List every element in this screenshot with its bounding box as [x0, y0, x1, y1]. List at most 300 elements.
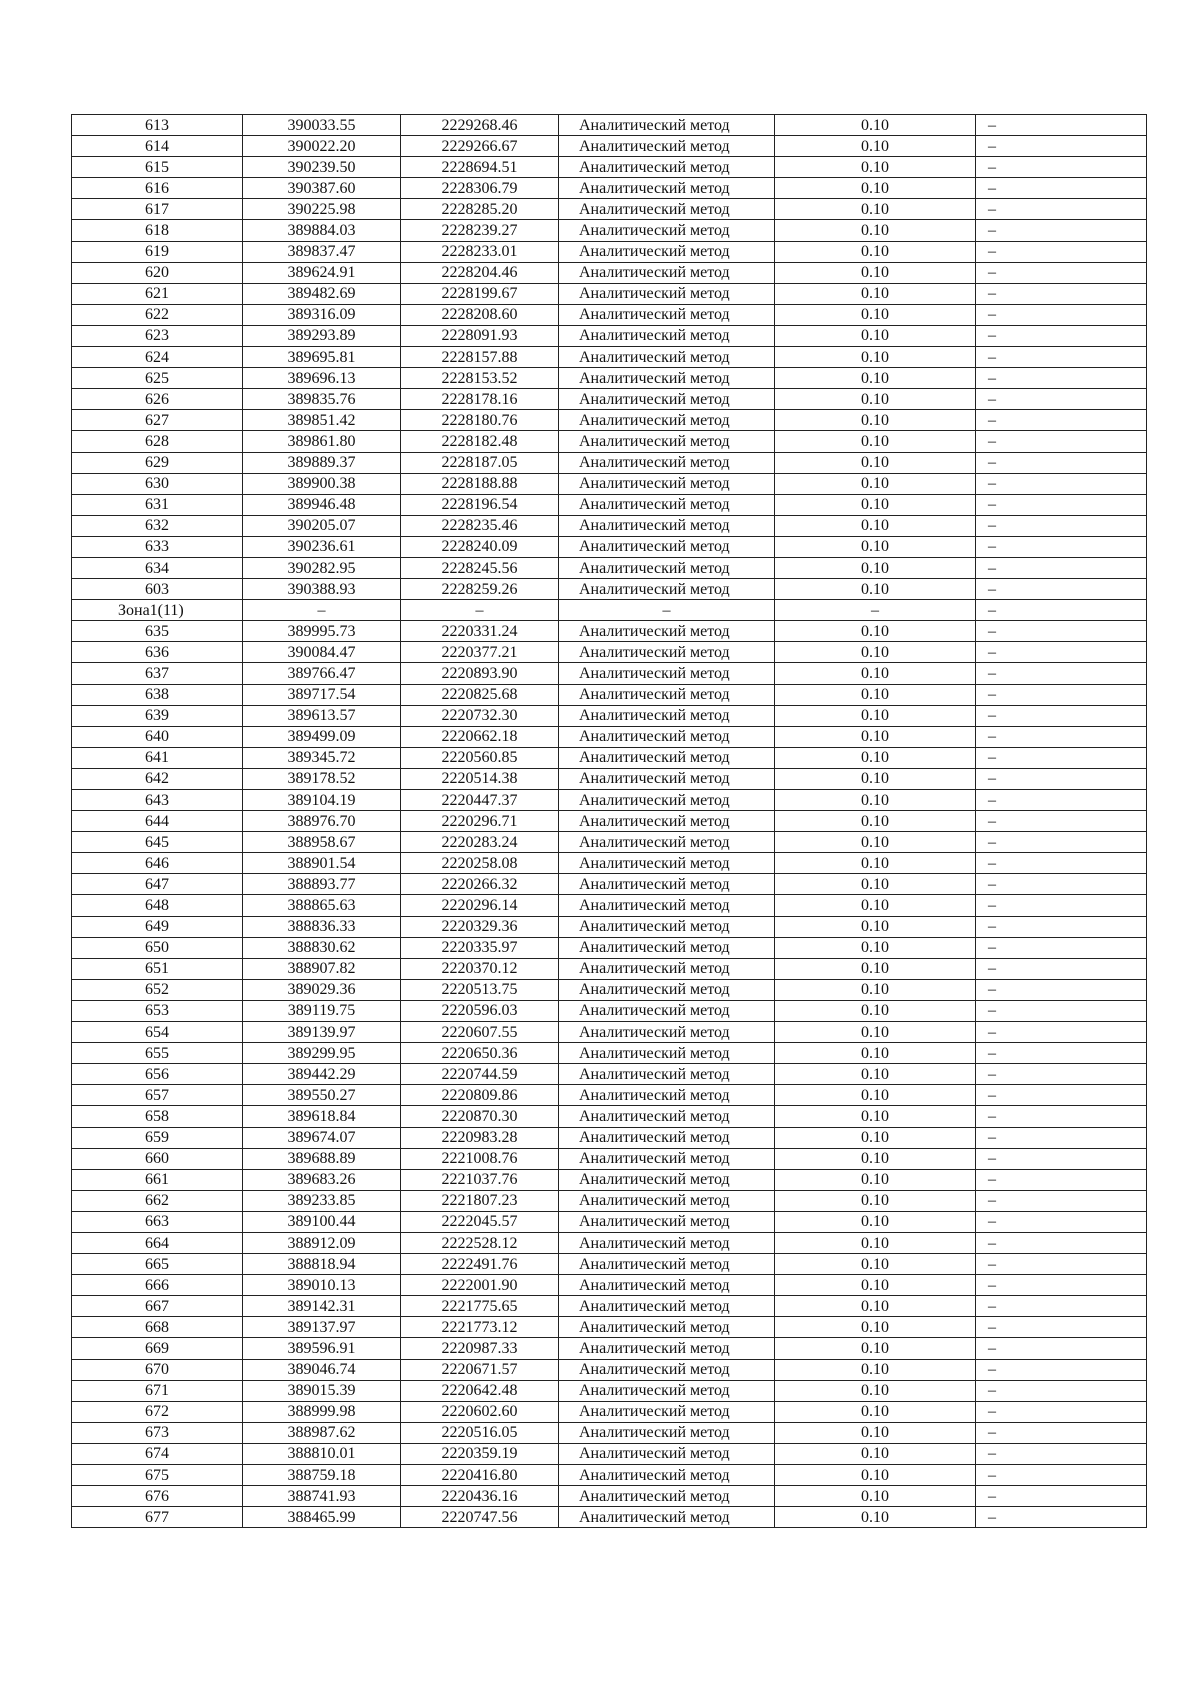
coord-y-cell: 2221773.12: [401, 1317, 559, 1338]
accuracy-cell: 0.10: [775, 1338, 976, 1359]
table-row: [72, 1000, 1147, 1021]
point-number-cell: 658: [72, 1106, 243, 1127]
table-row: [72, 157, 1147, 178]
table-row: [72, 1064, 1147, 1085]
coord-y-cell: 2220513.75: [401, 979, 559, 1000]
point-number-cell: 639: [72, 705, 243, 726]
accuracy-cell: 0.10: [775, 347, 976, 368]
accuracy-cell: 0.10: [775, 1486, 976, 1507]
note-cell: –: [976, 1106, 1147, 1127]
note-cell: –: [976, 916, 1147, 937]
coord-y-cell: 2220732.30: [401, 705, 559, 726]
point-number-cell: 665: [72, 1254, 243, 1275]
point-number-cell: 632: [72, 515, 243, 536]
note-cell: –: [976, 283, 1147, 304]
coord-y-cell: 2222045.57: [401, 1211, 559, 1232]
table-row: [72, 1190, 1147, 1211]
table-row: [72, 705, 1147, 726]
coord-y-cell: 2228204.46: [401, 262, 559, 283]
note-cell: –: [976, 515, 1147, 536]
point-number-cell: 675: [72, 1465, 243, 1486]
note-cell: –: [976, 747, 1147, 768]
method-cell: Аналитический метод: [559, 811, 775, 832]
accuracy-cell: 0.10: [775, 536, 976, 557]
note-cell: –: [976, 347, 1147, 368]
accuracy-cell: 0.10: [775, 621, 976, 642]
coord-y-cell: 2220560.85: [401, 747, 559, 768]
method-cell: Аналитический метод: [559, 1022, 775, 1043]
method-cell: Аналитический метод: [559, 1296, 775, 1317]
table-row: [72, 557, 1147, 578]
method-cell: Аналитический метод: [559, 958, 775, 979]
accuracy-cell: 0.10: [775, 431, 976, 452]
note-cell: –: [976, 1190, 1147, 1211]
table-row: [72, 747, 1147, 768]
note-cell: –: [976, 536, 1147, 557]
method-cell: Аналитический метод: [559, 663, 775, 684]
accuracy-cell: 0.10: [775, 937, 976, 958]
note-cell: –: [976, 1380, 1147, 1401]
coord-y-cell: 2229266.67: [401, 136, 559, 157]
method-cell: Аналитический метод: [559, 853, 775, 874]
coord-y-cell: 2228235.46: [401, 515, 559, 536]
coord-x-cell: 389695.81: [243, 347, 401, 368]
point-number-cell: 670: [72, 1359, 243, 1380]
point-number-cell: 641: [72, 747, 243, 768]
coord-x-cell: 389674.07: [243, 1127, 401, 1148]
coord-y-cell: 2228240.09: [401, 536, 559, 557]
accuracy-cell: 0.10: [775, 1422, 976, 1443]
method-cell: Аналитический метод: [559, 621, 775, 642]
coord-y-cell: 2228233.01: [401, 241, 559, 262]
method-cell: Аналитический метод: [559, 916, 775, 937]
table-row: [72, 958, 1147, 979]
coord-x-cell: 389293.89: [243, 325, 401, 346]
table-row: [72, 1465, 1147, 1486]
coord-y-cell: 2220514.38: [401, 768, 559, 789]
coord-x-cell: 389119.75: [243, 1000, 401, 1021]
coord-x-cell: 389299.95: [243, 1043, 401, 1064]
accuracy-cell: 0.10: [775, 1275, 976, 1296]
method-cell: Аналитический метод: [559, 768, 775, 789]
table-row: [72, 768, 1147, 789]
accuracy-cell: 0.10: [775, 853, 976, 874]
point-number-cell: 622: [72, 304, 243, 325]
coord-y-cell: 2220983.28: [401, 1127, 559, 1148]
point-number-cell: 666: [72, 1275, 243, 1296]
point-number-cell: 654: [72, 1022, 243, 1043]
note-cell: –: [976, 199, 1147, 220]
coord-y-cell: 2228694.51: [401, 157, 559, 178]
note-cell: –: [976, 663, 1147, 684]
point-number-cell: 627: [72, 410, 243, 431]
note-cell: –: [976, 1443, 1147, 1464]
coord-x-cell: 388865.63: [243, 895, 401, 916]
coord-x-cell: 389884.03: [243, 220, 401, 241]
coord-x-cell: 389550.27: [243, 1085, 401, 1106]
coord-x-cell: 389316.09: [243, 304, 401, 325]
coord-y-cell: 2228208.60: [401, 304, 559, 325]
point-number-cell: 661: [72, 1169, 243, 1190]
accuracy-cell: 0.10: [775, 557, 976, 578]
accuracy-cell: 0.10: [775, 958, 976, 979]
point-number-cell: 636: [72, 642, 243, 663]
table-row: [72, 536, 1147, 557]
coord-x-cell: 389766.47: [243, 663, 401, 684]
accuracy-cell: 0.10: [775, 811, 976, 832]
note-cell: –: [976, 1507, 1147, 1528]
coord-y-cell: 2228157.88: [401, 347, 559, 368]
coord-y-cell: 2220258.08: [401, 853, 559, 874]
coord-y-cell: 2228196.54: [401, 494, 559, 515]
note-cell: –: [976, 389, 1147, 410]
coord-y-cell: 2220296.71: [401, 811, 559, 832]
coord-x-cell: 390033.55: [243, 115, 401, 136]
coord-x-cell: 390225.98: [243, 199, 401, 220]
method-cell: Аналитический метод: [559, 1422, 775, 1443]
table-row: [72, 1359, 1147, 1380]
method-cell: Аналитический метод: [559, 937, 775, 958]
method-cell: Аналитический метод: [559, 136, 775, 157]
method-cell: Аналитический метод: [559, 1232, 775, 1253]
coord-x-cell: 390205.07: [243, 515, 401, 536]
accuracy-cell: 0.10: [775, 1064, 976, 1085]
note-cell: –: [976, 410, 1147, 431]
point-number-cell: 635: [72, 621, 243, 642]
coord-x-cell: 389688.89: [243, 1148, 401, 1169]
table-row: [72, 1486, 1147, 1507]
coord-x-cell: 389889.37: [243, 452, 401, 473]
table-row: [72, 1043, 1147, 1064]
point-number-cell: 640: [72, 726, 243, 747]
point-number-cell: 638: [72, 684, 243, 705]
point-number-cell: 614: [72, 136, 243, 157]
point-number-cell: 650: [72, 937, 243, 958]
coord-x-cell: 388759.18: [243, 1465, 401, 1486]
coord-y-cell: 2222001.90: [401, 1275, 559, 1296]
method-cell: –: [559, 600, 775, 621]
coord-x-cell: 389100.44: [243, 1211, 401, 1232]
coord-x-cell: 389995.73: [243, 621, 401, 642]
coord-y-cell: 2220809.86: [401, 1085, 559, 1106]
coord-x-cell: 389835.76: [243, 389, 401, 410]
table-row: [72, 452, 1147, 473]
coord-y-cell: 2220825.68: [401, 684, 559, 705]
table-row: [72, 241, 1147, 262]
method-cell: Аналитический метод: [559, 1085, 775, 1106]
method-cell: Аналитический метод: [559, 895, 775, 916]
note-cell: –: [976, 579, 1147, 600]
table-row: [72, 726, 1147, 747]
coord-x-cell: 389946.48: [243, 494, 401, 515]
table-row: [72, 621, 1147, 642]
note-cell: –: [976, 1296, 1147, 1317]
method-cell: Аналитический метод: [559, 220, 775, 241]
table-row: [72, 178, 1147, 199]
coord-y-cell: 2220642.48: [401, 1380, 559, 1401]
table-row: [72, 1422, 1147, 1443]
coord-y-cell: 2220370.12: [401, 958, 559, 979]
coord-y-cell: 2220377.21: [401, 642, 559, 663]
point-number-cell: 626: [72, 389, 243, 410]
method-cell: Аналитический метод: [559, 1148, 775, 1169]
note-cell: –: [976, 1085, 1147, 1106]
accuracy-cell: 0.10: [775, 726, 976, 747]
point-number-cell: 616: [72, 178, 243, 199]
coord-y-cell: –: [401, 600, 559, 621]
method-cell: Аналитический метод: [559, 1211, 775, 1232]
table-row: [72, 811, 1147, 832]
coord-x-cell: 389618.84: [243, 1106, 401, 1127]
point-number-cell: 620: [72, 262, 243, 283]
point-number-cell: 615: [72, 157, 243, 178]
coord-y-cell: 2220747.56: [401, 1507, 559, 1528]
method-cell: Аналитический метод: [559, 1465, 775, 1486]
accuracy-cell: 0.10: [775, 199, 976, 220]
coord-x-cell: 388907.82: [243, 958, 401, 979]
coord-x-cell: 388836.33: [243, 916, 401, 937]
accuracy-cell: 0.10: [775, 747, 976, 768]
table-row: [72, 262, 1147, 283]
coord-x-cell: 389499.09: [243, 726, 401, 747]
method-cell: Аналитический метод: [559, 1064, 775, 1085]
coord-y-cell: 2220359.19: [401, 1443, 559, 1464]
method-cell: Аналитический метод: [559, 1338, 775, 1359]
table-row: [72, 283, 1147, 304]
point-number-cell: 663: [72, 1211, 243, 1232]
note-cell: –: [976, 136, 1147, 157]
table-row: [72, 494, 1147, 515]
coord-y-cell: 2220296.14: [401, 895, 559, 916]
table-row: [72, 642, 1147, 663]
point-number-cell: 671: [72, 1380, 243, 1401]
table-row: [72, 410, 1147, 431]
coord-y-cell: 2228239.27: [401, 220, 559, 241]
note-cell: –: [976, 241, 1147, 262]
coord-y-cell: 2221775.65: [401, 1296, 559, 1317]
point-number-cell: 643: [72, 790, 243, 811]
note-cell: –: [976, 1232, 1147, 1253]
coord-y-cell: 2228091.93: [401, 325, 559, 346]
accuracy-cell: 0.10: [775, 157, 976, 178]
note-cell: –: [976, 1486, 1147, 1507]
table-row: [72, 115, 1147, 136]
point-number-cell: 647: [72, 874, 243, 895]
point-number-cell: 648: [72, 895, 243, 916]
point-number-cell: 637: [72, 663, 243, 684]
coord-x-cell: 389015.39: [243, 1380, 401, 1401]
accuracy-cell: 0.10: [775, 1190, 976, 1211]
accuracy-cell: 0.10: [775, 304, 976, 325]
method-cell: Аналитический метод: [559, 178, 775, 199]
point-number-cell: 634: [72, 557, 243, 578]
coord-x-cell: –: [243, 600, 401, 621]
table-row: [72, 1085, 1147, 1106]
table-row: [72, 684, 1147, 705]
coord-y-cell: 2228285.20: [401, 199, 559, 220]
method-cell: Аналитический метод: [559, 283, 775, 304]
accuracy-cell: 0.10: [775, 663, 976, 684]
method-cell: Аналитический метод: [559, 115, 775, 136]
note-cell: –: [976, 874, 1147, 895]
method-cell: Аналитический метод: [559, 1106, 775, 1127]
coord-y-cell: 2220662.18: [401, 726, 559, 747]
method-cell: Аналитический метод: [559, 452, 775, 473]
coord-x-cell: 389900.38: [243, 473, 401, 494]
method-cell: Аналитический метод: [559, 1317, 775, 1338]
point-number-cell: 656: [72, 1064, 243, 1085]
point-number-cell: 667: [72, 1296, 243, 1317]
method-cell: Аналитический метод: [559, 557, 775, 578]
coord-y-cell: 2228187.05: [401, 452, 559, 473]
method-cell: Аналитический метод: [559, 874, 775, 895]
note-cell: –: [976, 790, 1147, 811]
note-cell: –: [976, 705, 1147, 726]
accuracy-cell: 0.10: [775, 389, 976, 410]
method-cell: Аналитический метод: [559, 1443, 775, 1464]
coord-x-cell: 388976.70: [243, 811, 401, 832]
method-cell: Аналитический метод: [559, 579, 775, 600]
point-number-cell: 613: [72, 115, 243, 136]
table-row: [72, 389, 1147, 410]
coord-y-cell: 2220416.80: [401, 1465, 559, 1486]
coord-y-cell: 2228153.52: [401, 368, 559, 389]
accuracy-cell: 0.10: [775, 1043, 976, 1064]
table-row: [72, 220, 1147, 241]
point-number-cell: 668: [72, 1317, 243, 1338]
accuracy-cell: 0.10: [775, 790, 976, 811]
coord-x-cell: 389851.42: [243, 410, 401, 431]
coord-y-cell: 2221807.23: [401, 1190, 559, 1211]
coord-y-cell: 2220893.90: [401, 663, 559, 684]
accuracy-cell: 0.10: [775, 1232, 976, 1253]
table-row: [72, 832, 1147, 853]
coord-x-cell: 389139.97: [243, 1022, 401, 1043]
point-number-cell: 645: [72, 832, 243, 853]
table-row: [72, 1232, 1147, 1253]
note-cell: –: [976, 1043, 1147, 1064]
accuracy-cell: 0.10: [775, 1022, 976, 1043]
point-number-cell: 659: [72, 1127, 243, 1148]
table-row: [72, 1296, 1147, 1317]
method-cell: Аналитический метод: [559, 1127, 775, 1148]
coord-y-cell: 2221037.76: [401, 1169, 559, 1190]
note-cell: –: [976, 178, 1147, 199]
table-body: [72, 115, 1147, 1528]
note-cell: –: [976, 958, 1147, 979]
note-cell: –: [976, 1465, 1147, 1486]
note-cell: –: [976, 304, 1147, 325]
method-cell: Аналитический метод: [559, 431, 775, 452]
coord-x-cell: 388958.67: [243, 832, 401, 853]
coord-x-cell: 389696.13: [243, 368, 401, 389]
coord-y-cell: 2228178.16: [401, 389, 559, 410]
method-cell: Аналитический метод: [559, 1380, 775, 1401]
point-number-cell: 624: [72, 347, 243, 368]
coord-x-cell: 389596.91: [243, 1338, 401, 1359]
point-number-cell: 603: [72, 579, 243, 600]
method-cell: Аналитический метод: [559, 199, 775, 220]
note-cell: –: [976, 768, 1147, 789]
method-cell: Аналитический метод: [559, 1254, 775, 1275]
method-cell: Аналитический метод: [559, 347, 775, 368]
table-row: [72, 1401, 1147, 1422]
note-cell: –: [976, 726, 1147, 747]
table-row: [72, 895, 1147, 916]
point-number-cell: 633: [72, 536, 243, 557]
point-number-cell: 677: [72, 1507, 243, 1528]
note-cell: –: [976, 642, 1147, 663]
accuracy-cell: 0.10: [775, 473, 976, 494]
note-cell: –: [976, 368, 1147, 389]
method-cell: Аналитический метод: [559, 241, 775, 262]
accuracy-cell: 0.10: [775, 1106, 976, 1127]
point-number-cell: 644: [72, 811, 243, 832]
coord-y-cell: 2222528.12: [401, 1232, 559, 1253]
coord-x-cell: 389233.85: [243, 1190, 401, 1211]
note-cell: –: [976, 600, 1147, 621]
note-cell: –: [976, 1338, 1147, 1359]
table-row: [72, 790, 1147, 811]
coord-x-cell: 389178.52: [243, 768, 401, 789]
coord-x-cell: 389010.13: [243, 1275, 401, 1296]
coord-y-cell: 2228245.56: [401, 557, 559, 578]
coord-x-cell: 390022.20: [243, 136, 401, 157]
note-cell: –: [976, 473, 1147, 494]
coord-x-cell: 388818.94: [243, 1254, 401, 1275]
coord-y-cell: 2228259.26: [401, 579, 559, 600]
point-number-cell: 642: [72, 768, 243, 789]
coord-y-cell: 2220596.03: [401, 1000, 559, 1021]
accuracy-cell: 0.10: [775, 1211, 976, 1232]
accuracy-cell: –: [775, 600, 976, 621]
table-row: [72, 1275, 1147, 1296]
table-row: [72, 431, 1147, 452]
method-cell: Аналитический метод: [559, 536, 775, 557]
method-cell: Аналитический метод: [559, 304, 775, 325]
coord-y-cell: 2228180.76: [401, 410, 559, 431]
point-number-cell: 630: [72, 473, 243, 494]
method-cell: Аналитический метод: [559, 1000, 775, 1021]
accuracy-cell: 0.10: [775, 241, 976, 262]
table-row: [72, 1127, 1147, 1148]
accuracy-cell: 0.10: [775, 642, 976, 663]
coord-y-cell: 2220602.60: [401, 1401, 559, 1422]
point-number-cell: 649: [72, 916, 243, 937]
coord-y-cell: 2221008.76: [401, 1148, 559, 1169]
coord-y-cell: 2220744.59: [401, 1064, 559, 1085]
note-cell: –: [976, 220, 1147, 241]
note-cell: –: [976, 832, 1147, 853]
coord-x-cell: 388830.62: [243, 937, 401, 958]
note-cell: –: [976, 1127, 1147, 1148]
accuracy-cell: 0.10: [775, 220, 976, 241]
accuracy-cell: 0.10: [775, 1443, 976, 1464]
coord-y-cell: 2228182.48: [401, 431, 559, 452]
coord-y-cell: 2222491.76: [401, 1254, 559, 1275]
note-cell: –: [976, 811, 1147, 832]
accuracy-cell: 0.10: [775, 1000, 976, 1021]
note-cell: –: [976, 937, 1147, 958]
note-cell: –: [976, 557, 1147, 578]
table-row: [72, 1022, 1147, 1043]
coord-x-cell: 389482.69: [243, 283, 401, 304]
coord-x-cell: 389837.47: [243, 241, 401, 262]
coord-x-cell: 390387.60: [243, 178, 401, 199]
note-cell: –: [976, 115, 1147, 136]
accuracy-cell: 0.10: [775, 1401, 976, 1422]
accuracy-cell: 0.10: [775, 1296, 976, 1317]
